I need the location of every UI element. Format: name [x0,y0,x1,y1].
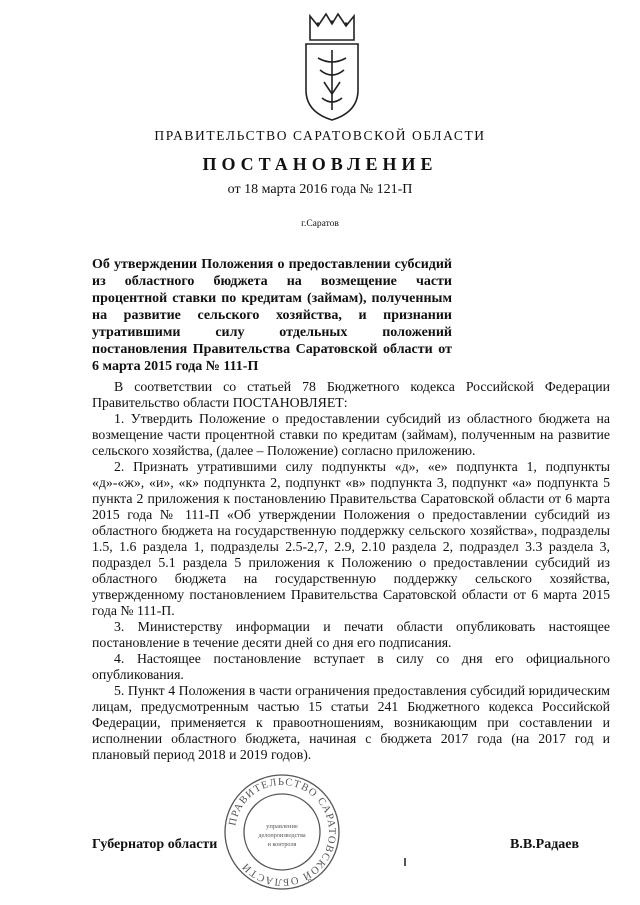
coat-of-arms-icon [296,10,368,122]
document-title: Об утверждении Положения о предоставлении субсидий из областного бюджета на возмещение части процентной ставки по кредитам (займам), полученным на развитие сельского хозяйства, и признании утратившими силу отдельных положений постановления Правительства Саратовской области от 6 марта 2015 года № 111-П [92,257,452,374]
signatory-name: В.В.Радаев [510,837,580,852]
body-paragraph-4: 4. Настоящее постановление вступает в силу со дня его официального опубликования. [92,651,610,682]
document-type: ПОСТАНОВЛЕНИЕ [202,154,438,174]
official-stamp [222,772,342,892]
document-date-number: от 18 марта 2016 года № 121-П [227,182,413,197]
body-paragraph-2: 2. Признать утратившими силу подпункты «д», «е» подпункта 1, подпункты «д»-«ж», «и», «к» подпункта 2, подпункт «в» подпункта 3, подпункт «а» подпункта 5 пункта 2 приложения к постановлению Правительства Саратовской области от 6 марта 2015 года № 111-П «Об утверждении Положения о предоставлении субсидий из областного бюджета на государственную поддержку сельского хозяйства», подразделы 1.5, 1.6 раздела 1, подразделы 2.5-2,7, 2.9, 2.10 раздела 2, подраздел 3.3 раздела 3, подраздел 5.1 раздела 5 приложения к Положению о предоставлении субсидий из областного бюджета на государственную поддержку сельского хозяйства, утвержденному постановлением Правительства Саратовской области от 6 марта 2015 года № 111-П. [92,459,610,618]
stamp-ring-text: ПРАВИТЕЛЬСТВО САРАТОВСКОЙ ОБЛАСТИ [227,776,338,888]
government-name: ПРАВИТЕЛЬСТВО САРАТОВСКОЙ ОБЛАСТИ [154,128,486,143]
body-paragraph-1: 1. Утвердить Положение о предоставлении субсидий из областного бюджета на возмещение части процентной ставки по кредитам (займам), полученным на развитие сельского хозяйства, (далее – Положение) согласно приложению. [92,411,610,458]
stamp-line-3: и контроля [267,841,297,848]
stamp-line-2: делопроизводства [258,832,306,839]
stamp-line-1: управление [266,823,298,830]
document-city: г.Саратов [301,219,339,229]
body-paragraph-3: 3. Министерству информации и печати области опубликовать настоящее постановление в течение десяти дней со дня его подписания. [92,619,610,650]
body-paragraph-5: 5. Пункт 4 Положения в части ограничения предоставления субсидий юридическим лицам, предусмотренным частью 15 статьи 241 Бюджетного кодекса Российской Федерации, применяется к правоотношениям, возникающим при составлении и исполнении областного бюджета, начиная с бюджета 2017 года (на 2017 год и плановый период 2018 и 2019 годов). [92,683,610,762]
document-body [92,379,610,763]
signatory-position: Губернатор области [92,837,218,852]
signature-mark [404,858,406,866]
body-paragraph-intro: В соответствии со статьей 78 Бюджетного кодекса Российской Федерации Правительство области ПОСТАНОВЛЯЕТ: [92,379,610,410]
